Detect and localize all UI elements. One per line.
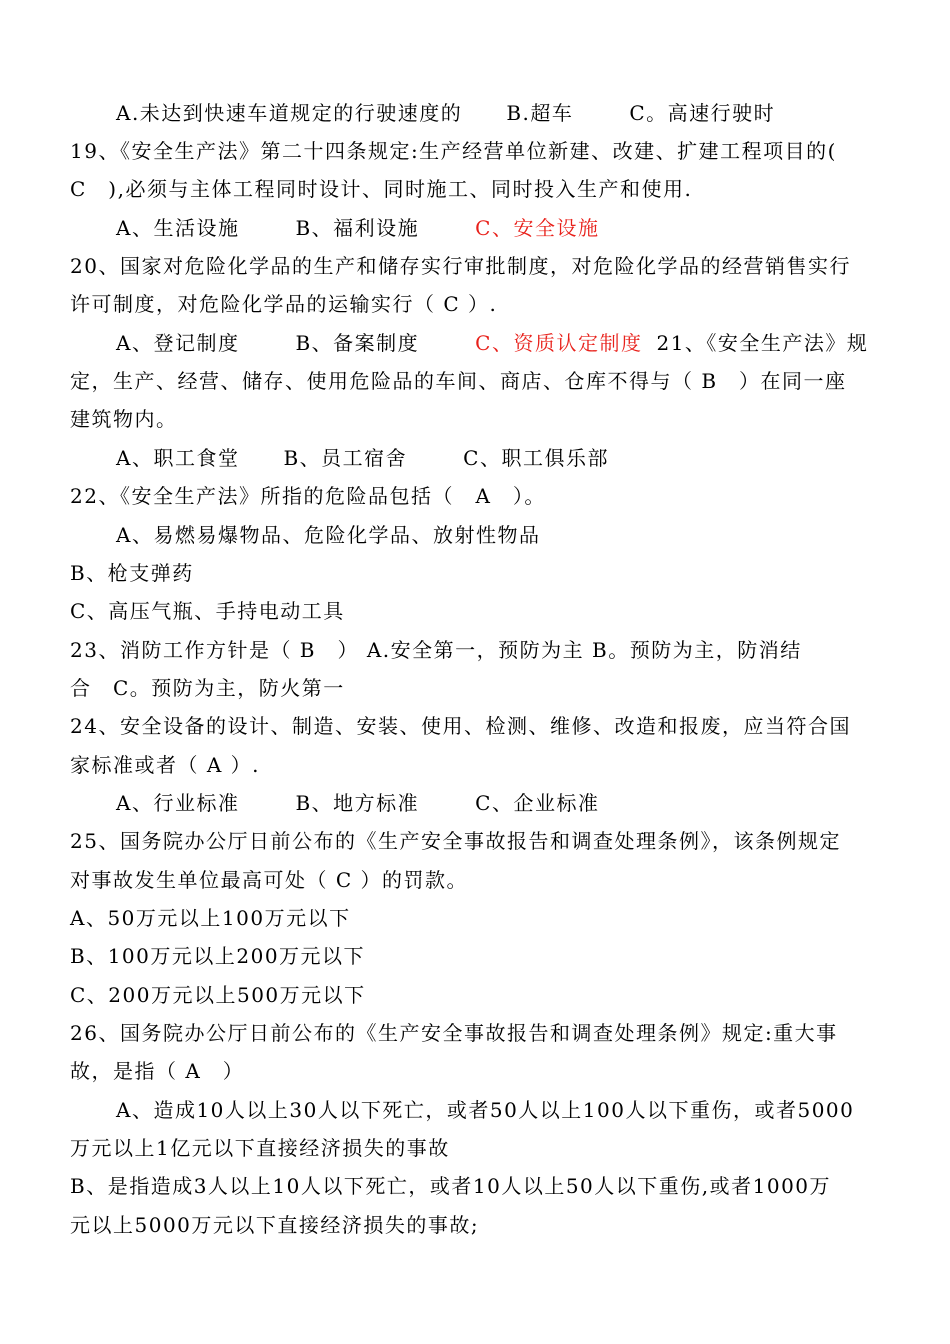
- text-line: 合 C。预防为主，防火第一: [70, 676, 345, 700]
- text-line: 元以上5000万元以下直接经济损失的事故;: [70, 1213, 480, 1237]
- text-line: 万元以上1亿元以下直接经济损失的事故: [70, 1136, 450, 1160]
- text-line: 家标准或者（ A ）.: [70, 753, 261, 777]
- question-23: 23、消防工作方针是（ B ） A.安全第一，预防为主 B。预防为主，防消结: [70, 638, 802, 662]
- option-line: A、行业标准 B、地方标准 C、企业标准: [116, 791, 600, 815]
- question-19: 19、《安全生产法》第二十四条规定:生产经营单位新建、改建、扩建工程项目的(: [70, 139, 837, 163]
- question-25: 25、国务院办公厅日前公布的《生产安全事故报告和调查处理条例》，该条例规定: [70, 829, 841, 853]
- option-line: C、高压气瓶、手持电动工具: [70, 599, 345, 623]
- option-line: A、50万元以上100万元以下: [70, 906, 351, 930]
- text-line: 故，是指（ A ）: [70, 1059, 245, 1083]
- correct-answer: C、安全设施: [475, 216, 600, 240]
- option-line: A.未达到快速车道规定的行驶速度的 B.超车 C。高速行驶时: [116, 101, 776, 125]
- option-line: B、100万元以上200万元以下: [70, 944, 366, 968]
- question-24: 24、安全设备的设计、制造、安装、使用、检测、维修、改造和报废，应当符合国: [70, 714, 851, 738]
- option-line: A、登记制度 B、备案制度 C、资质认定制度 21、《安全生产法》规: [116, 331, 869, 355]
- option-line: B、枪支弹药: [70, 561, 194, 585]
- correct-answer: C、资质认定制度: [475, 331, 643, 355]
- question-20: 20、国家对危险化学品的生产和储存实行审批制度，对危险化学品的经营销售实行: [70, 254, 851, 278]
- question-26: 26、国务院办公厅日前公布的《生产安全事故报告和调查处理条例》规定:重大事: [70, 1021, 838, 1045]
- text-line: 许可制度，对危险化学品的运输实行（ C ）.: [70, 292, 498, 316]
- question-22: 22、《安全生产法》所指的危险品包括（ A ）。: [70, 484, 546, 508]
- option-line: C、200万元以上500万元以下: [70, 983, 366, 1007]
- question-21: 21、《安全生产法》规: [656, 331, 869, 355]
- text-line: C ),必须与主体工程同时设计、同时施工、同时投入生产和使用.: [70, 177, 693, 201]
- option-line: A、易燃易爆物品、危险化学品、放射性物品: [116, 523, 541, 547]
- text-line: 定，生产、经营、储存、使用危险品的车间、商店、仓库不得与（ B ）在同一座: [70, 369, 847, 393]
- text-line: 对事故发生单位最高可处（ C ）的罚款。: [70, 868, 469, 892]
- option-line: A、职工食堂 B、员工宿舍 C、职工俱乐部: [116, 446, 609, 470]
- option-line: A、造成10人以上30人以下死亡，或者50人以上100人以下重伤，或者5000: [116, 1098, 855, 1122]
- option-line: A、生活设施 B、福利设施 C、安全设施: [116, 216, 600, 240]
- text-line: 建筑物内。: [70, 407, 178, 431]
- option-line: B、是指造成3人以上10人以下死亡，或者10人以上50人以下重伤,或者1000万: [70, 1174, 832, 1198]
